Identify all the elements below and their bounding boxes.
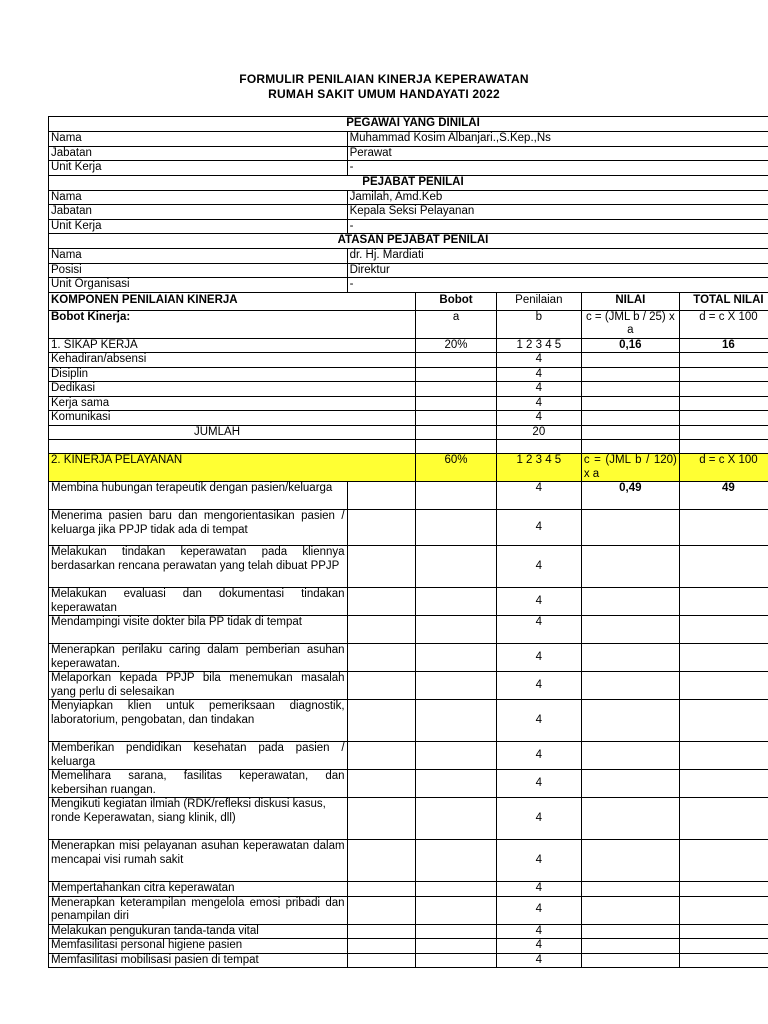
- pegawai-jabatan-label: Jabatan: [49, 146, 348, 161]
- kinerja-pelayanan-formula-c: c = (JML b / 120) x a: [581, 454, 679, 482]
- kinerja-item-score: 4: [496, 798, 581, 840]
- sikap-item-score: 4: [496, 411, 581, 426]
- pegawai-unit-label: Unit Kerja: [49, 161, 348, 176]
- pejabat-jabatan-label: Jabatan: [49, 205, 348, 220]
- kinerja-item-label: Memfasilitasi personal higiene pasien: [49, 939, 348, 954]
- atasan-posisi-label: Posisi: [49, 263, 348, 278]
- kinerja-pelayanan-formula-d: d = c X 100: [679, 454, 768, 482]
- hospital-title: RUMAH SAKIT UMUM HANDAYATI 2022: [268, 87, 500, 101]
- kinerja-item-label: Melakukan evaluasi dan dokumentasi tindakan keperawatan: [49, 588, 348, 616]
- atasan-posisi-value: Direktur: [347, 263, 768, 278]
- kinerja-item-score: 4: [496, 896, 581, 924]
- kinerja-item-score: 4: [496, 924, 581, 939]
- pejabat-unit-value: -: [347, 219, 768, 234]
- bobot-kinerja-label: Bobot Kinerja:: [49, 310, 416, 338]
- bobot-kinerja-formula-c: c = (JML b / 25) x a: [581, 310, 679, 338]
- sikap-item-label: Dedikasi: [49, 382, 416, 397]
- kinerja-item-score: 4: [496, 840, 581, 882]
- sikap-item-label: Kerja sama: [49, 396, 416, 411]
- kinerja-pelayanan-bobot: 60%: [416, 454, 497, 482]
- kinerja-item-score: 4: [496, 770, 581, 798]
- kinerja-pelayanan-scale: 1 2 3 4 5: [496, 454, 581, 482]
- kinerja-pelayanan-nilai: 0,49: [581, 482, 679, 510]
- atasan-unit-label: Unit Organisasi: [49, 278, 348, 293]
- pegawai-nama-value: Muhammad Kosim Albanjari.,S.Kep.,Ns: [347, 132, 768, 147]
- atasan-nama-value: dr. Hj. Mardiati: [347, 249, 768, 264]
- kinerja-item-score: 4: [496, 742, 581, 770]
- sikap-item-label: Disiplin: [49, 367, 416, 382]
- kinerja-item-label: Menyiapkan klien untuk pemeriksaan diagnostik, laboratorium, pengobatan, dan tindakan: [49, 700, 348, 742]
- bobot-kinerja-a: a: [416, 310, 497, 338]
- form-title: FORMULIR PENILAIAN KINERJA KEPERAWATAN: [239, 72, 529, 86]
- kinerja-item-label: Menerapkan perilaku caring dalam pemberian asuhan keperawatan.: [49, 644, 348, 672]
- kinerja-item-score: 4: [496, 939, 581, 954]
- kinerja-item-label: Melakukan tindakan keperawatan pada kliennya berdasarkan rencana perawatan yang telah dibuat PPJP: [49, 546, 348, 588]
- bobot-kinerja-formula-d: d = c X 100: [679, 310, 768, 338]
- kinerja-item-label: Membina hubungan terapeutik dengan pasien/keluarga: [49, 482, 348, 510]
- kinerja-item-label: Melaporkan kepada PPJP bila menemukan masalah yang perlu di selesaikan: [49, 672, 348, 700]
- sikap-kerja-label: 1. SIKAP KERJA: [49, 338, 416, 353]
- header-nilai: NILAI: [581, 292, 679, 310]
- sikap-item-score: 4: [496, 396, 581, 411]
- pegawai-jabatan-value: Perawat: [347, 146, 768, 161]
- kinerja-item-label: Menerima pasien baru dan mengorientasikan pasien / keluarga jika PPJP tidak ada di tempat: [49, 510, 348, 546]
- kinerja-item-label: Menerapkan keterampilan mengelola emosi pribadi dan penampilan diri: [49, 896, 348, 924]
- kinerja-item-score: 4: [496, 546, 581, 588]
- pejabat-unit-label: Unit Kerja: [49, 219, 348, 234]
- kinerja-item-score: 4: [496, 616, 581, 644]
- sikap-item-score: 4: [496, 382, 581, 397]
- assessment-form-table: [48, 116, 768, 968]
- sikap-kerja-scale: 1 2 3 4 5: [496, 338, 581, 353]
- kinerja-item-score: 4: [496, 953, 581, 968]
- header-bobot: Bobot: [416, 292, 497, 310]
- pejabat-nama-value: Jamilah, Amd.Keb: [347, 190, 768, 205]
- kinerja-item-label: Menerapkan misi pelayanan asuhan keperawatan dalam mencapai visi rumah sakit: [49, 840, 348, 882]
- section-heading-pejabat: PEJABAT PENILAI: [49, 175, 768, 190]
- sikap-jumlah-label: JUMLAH: [49, 425, 416, 440]
- pejabat-nama-label: Nama: [49, 190, 348, 205]
- kinerja-item-score: 4: [496, 644, 581, 672]
- sikap-item-label: Komunikasi: [49, 411, 416, 426]
- atasan-unit-value: -: [347, 278, 768, 293]
- kinerja-pelayanan-label: 2. KINERJA PELAYANAN: [49, 454, 416, 482]
- kinerja-item-label: Mengikuti kegiatan ilmiah (RDK/refleksi diskusi kasus, ronde Keperawatan, siang klinik, dll): [49, 798, 348, 840]
- pegawai-unit-value: -: [347, 161, 768, 176]
- kinerja-item-score: 4: [496, 588, 581, 616]
- section-heading-pegawai: PEGAWAI YANG DINILAI: [49, 117, 768, 132]
- sikap-item-score: 4: [496, 367, 581, 382]
- sikap-item-label: Kehadiran/absensi: [49, 353, 416, 368]
- sikap-kerja-nilai: 0,16: [581, 338, 679, 353]
- bobot-kinerja-b: b: [496, 310, 581, 338]
- sikap-kerja-total: 16: [679, 338, 768, 353]
- pegawai-nama-label: Nama: [49, 132, 348, 147]
- atasan-nama-label: Nama: [49, 249, 348, 264]
- kinerja-pelayanan-total: 49: [679, 482, 768, 510]
- sikap-item-score: 4: [496, 353, 581, 368]
- header-penilaian: Penilaian: [496, 292, 581, 310]
- kinerja-item-label: Mempertahankan citra keperawatan: [49, 882, 348, 897]
- sikap-kerja-bobot: 20%: [416, 338, 497, 353]
- kinerja-item-label: Memfasilitasi mobilisasi pasien di tempat: [49, 953, 348, 968]
- kinerja-item-label: Memelihara sarana, fasilitas keperawatan, dan kebersihan ruangan.: [49, 770, 348, 798]
- header-total-nilai: TOTAL NILAI: [679, 292, 768, 310]
- section-heading-atasan: ATASAN PEJABAT PENILAI: [49, 234, 768, 249]
- kinerja-item-label: Memberikan pendidikan kesehatan pada pasien / keluarga: [49, 742, 348, 770]
- kinerja-item-score: 4: [496, 510, 581, 546]
- kinerja-item-score: 4: [496, 482, 581, 510]
- kinerja-item-score: 4: [496, 700, 581, 742]
- kinerja-item-score: 4: [496, 672, 581, 700]
- kinerja-item-label: Melakukan pengukuran tanda-tanda vital: [49, 924, 348, 939]
- pejabat-jabatan-value: Kepala Seksi Pelayanan: [347, 205, 768, 220]
- sikap-jumlah-value: 20: [496, 425, 581, 440]
- kinerja-item-label: Mendampingi visite dokter bila PP tidak di tempat: [49, 616, 348, 644]
- header-komponen: KOMPONEN PENILAIAN KINERJA: [49, 292, 416, 310]
- kinerja-item-score: 4: [496, 882, 581, 897]
